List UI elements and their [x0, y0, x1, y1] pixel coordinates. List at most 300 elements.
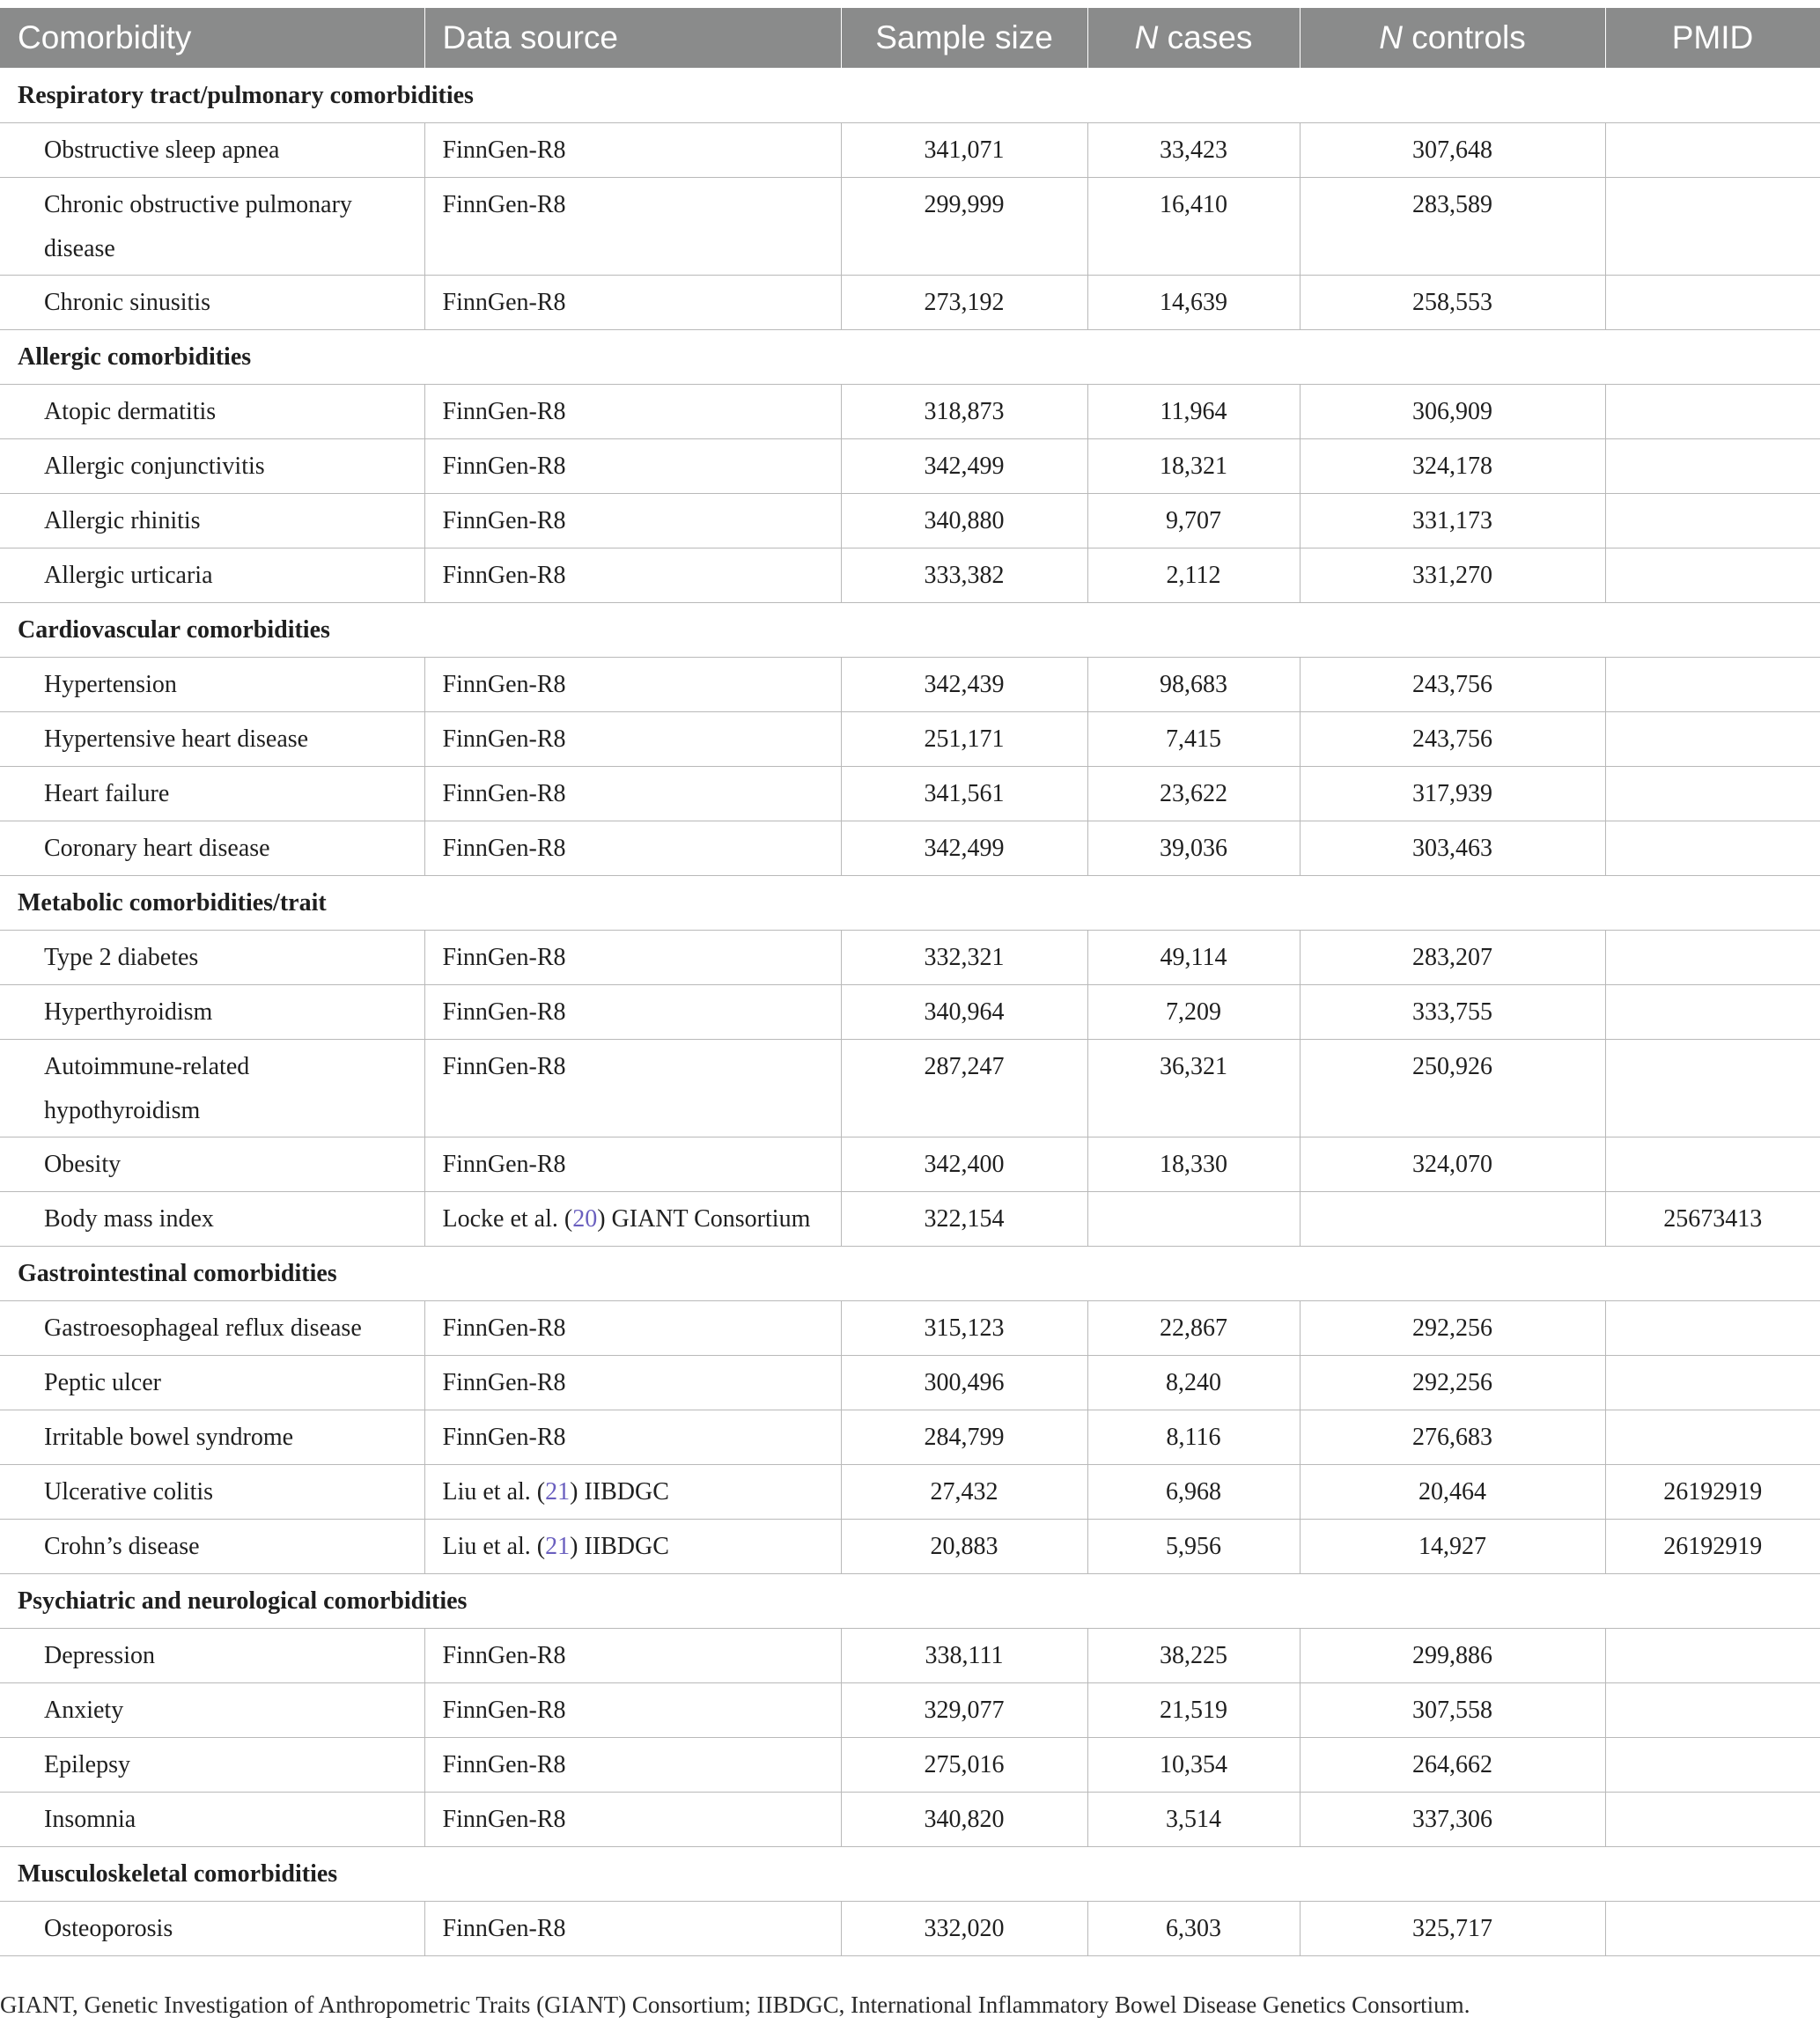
pmid-cell: [1605, 178, 1820, 276]
pmid-cell-text: [1606, 1410, 1820, 1416]
n-cases-cell-text: 16,410: [1160, 191, 1227, 218]
data-source-text: FinnGen-R8: [442, 780, 566, 807]
comorbidity-cell: [0, 1629, 424, 1683]
data-source-text: FinnGen-R8: [442, 1697, 566, 1724]
sample-size-cell: [841, 821, 1087, 876]
comorbidity-cell: [0, 1793, 424, 1847]
data-source-cell: [424, 123, 841, 178]
data-source-cell: [424, 658, 841, 712]
pmid-cell-text: [1606, 821, 1820, 827]
data-source-cell: [424, 276, 841, 330]
sample-size-cell: [841, 1040, 1087, 1137]
pmid-cell: [1605, 931, 1820, 985]
section-title: Musculoskeletal comorbidities: [18, 1860, 338, 1888]
sample-size-cell: [841, 1902, 1087, 1956]
n-cases-cell: [1087, 767, 1300, 821]
comorbidity-cell: [0, 276, 424, 330]
pmid-cell: [1605, 1629, 1820, 1683]
section-heading: [0, 1574, 1820, 1629]
n-cases-cell: [1087, 1793, 1300, 1847]
sample-size-cell-text: 315,123: [924, 1314, 1005, 1342]
n-controls-cell-text: 325,717: [1412, 1915, 1492, 1942]
n-controls-cell: [1300, 931, 1605, 985]
reference-link[interactable]: 21: [545, 1533, 571, 1560]
n-controls-cell: [1300, 178, 1605, 276]
sample-size-cell-text: 275,016: [924, 1751, 1005, 1778]
data-source-text: FinnGen-R8: [442, 1751, 566, 1778]
n-controls-cell-text: 14,927: [1418, 1533, 1486, 1560]
data-source-cell: [424, 712, 841, 767]
comorbidity-cell: [0, 985, 424, 1040]
data-source-text: FinnGen-R8: [442, 562, 566, 589]
data-source-text: FinnGen-R8: [442, 998, 566, 1026]
table-row: [0, 985, 1820, 1040]
n-controls-cell: [1300, 1738, 1605, 1793]
comorbidity-cell: [0, 712, 424, 767]
sample-size-cell: [841, 658, 1087, 712]
comorbidity-cell: [0, 1410, 424, 1465]
comorbidity-cell-text: Ulcerative colitis: [44, 1478, 214, 1506]
section-title: Cardiovascular comorbidities: [18, 616, 330, 644]
pmid-cell: [1605, 985, 1820, 1040]
pmid-cell: [1605, 767, 1820, 821]
table-row: [0, 1040, 1820, 1137]
n-controls-cell-text: 243,756: [1412, 671, 1492, 698]
data-source-cell: [424, 1902, 841, 1956]
sample-size-cell-text: 332,321: [924, 944, 1005, 971]
comorbidity-cell-text: Hypertension: [44, 671, 177, 698]
sample-size-cell-text: 299,999: [924, 191, 1005, 218]
sample-size-cell-text: 322,154: [924, 1205, 1005, 1233]
comorbidity-cell-text: Allergic rhinitis: [44, 507, 201, 534]
header-data-source: Data source: [424, 8, 841, 69]
sample-size-cell: [841, 123, 1087, 178]
comorbidity-table-container: [0, 7, 1820, 1956]
section-row: [0, 1847, 1820, 1902]
n-controls-cell: [1300, 123, 1605, 178]
n-cases-cell-text: 2,112: [1166, 562, 1221, 589]
n-cases-cell: [1087, 1465, 1300, 1520]
pmid-cell-text: [1606, 123, 1820, 129]
comorbidity-cell: [0, 767, 424, 821]
data-source-text: FinnGen-R8: [442, 1806, 566, 1833]
sample-size-cell-text: 329,077: [924, 1697, 1005, 1724]
sample-size-cell-text: 342,499: [924, 453, 1005, 480]
pmid-cell: [1605, 439, 1820, 494]
n-controls-cell-text: 307,648: [1412, 136, 1492, 164]
comorbidity-cell: [0, 494, 424, 548]
pmid-cell-text: [1606, 1137, 1820, 1143]
table-footnote: GIANT, Genetic Investigation of Anthropometric Traits (GIANT) Consortium; IIBDGC, International Inflammatory Bowel Disease Genetics Consortium.: [0, 1992, 1470, 2018]
section-row: [0, 876, 1820, 931]
comorbidity-cell: [0, 658, 424, 712]
data-source-text: FinnGen-R8: [442, 725, 566, 753]
n-controls-cell: [1300, 1040, 1605, 1137]
comorbidity-cell-text: Allergic urticaria: [44, 562, 213, 589]
n-cases-cell: [1087, 931, 1300, 985]
n-controls-cell: [1300, 767, 1605, 821]
table-row: [0, 1683, 1820, 1738]
sample-size-cell: [841, 1683, 1087, 1738]
n-cases-cell-text: 14,639: [1160, 289, 1227, 316]
n-cases-cell-text: 9,707: [1166, 507, 1221, 534]
table-row: [0, 821, 1820, 876]
n-controls-cell-text: 324,070: [1412, 1151, 1492, 1178]
data-source-cell: [424, 1192, 841, 1247]
n-cases-cell: [1087, 439, 1300, 494]
data-source-cell: [424, 1137, 841, 1192]
sample-size-cell-text: 332,020: [924, 1915, 1005, 1942]
pmid-cell-text: [1606, 1356, 1820, 1361]
table-row: [0, 1902, 1820, 1956]
section-title: Metabolic comorbidities/trait: [18, 889, 327, 917]
n-controls-cell-text: 324,178: [1412, 453, 1492, 480]
n-cases-cell: [1087, 494, 1300, 548]
table-row: [0, 1192, 1820, 1247]
n-controls-cell-text: 333,755: [1412, 998, 1492, 1026]
table-row: [0, 1137, 1820, 1192]
source-consortium: ) IIBDGC: [570, 1478, 669, 1506]
n-controls-cell-text: 299,886: [1412, 1642, 1492, 1669]
table-row: [0, 1520, 1820, 1574]
n-cases-cell: [1087, 1301, 1300, 1356]
n-cases-cell-text: 33,423: [1160, 136, 1227, 164]
sample-size-cell-text: 338,111: [925, 1642, 1004, 1669]
n-cases-cell-text: 3,514: [1166, 1806, 1221, 1833]
pmid-cell: [1605, 494, 1820, 548]
n-controls-cell-text: 243,756: [1412, 725, 1492, 753]
header-n-controls-label: controls: [1402, 19, 1526, 55]
n-cases-cell: [1087, 1040, 1300, 1137]
sample-size-cell-text: 340,820: [924, 1806, 1005, 1833]
n-controls-cell: [1300, 1902, 1605, 1956]
n-cases-cell-text: 7,209: [1166, 998, 1221, 1026]
n-controls-cell: [1300, 1192, 1605, 1247]
n-cases-cell: [1087, 178, 1300, 276]
table-row: [0, 1356, 1820, 1410]
header-sample-size: Sample size: [841, 8, 1087, 69]
sample-size-cell-text: 341,561: [924, 780, 1005, 807]
n-controls-cell: [1300, 1301, 1605, 1356]
n-cases-cell: [1087, 1902, 1300, 1956]
n-cases-cell: [1087, 1738, 1300, 1793]
pmid-cell-text: [1606, 1738, 1820, 1743]
comorbidity-cell: [0, 439, 424, 494]
sample-size-cell: [841, 1192, 1087, 1247]
comorbidity-cell: [0, 1137, 424, 1192]
data-source-text: FinnGen-R8: [442, 835, 566, 862]
sample-size-cell-text: 20,883: [930, 1533, 998, 1560]
data-source-cell: [424, 1040, 841, 1137]
source-author: Liu et al. (: [442, 1533, 546, 1560]
pmid-cell: [1605, 1040, 1820, 1137]
n-cases-cell: [1087, 276, 1300, 330]
n-cases-cell: [1087, 1683, 1300, 1738]
n-cases-cell-text: 8,116: [1166, 1424, 1221, 1451]
data-source-cell: [424, 1520, 841, 1574]
n-controls-cell-text: 303,463: [1412, 835, 1492, 862]
sample-size-cell: [841, 767, 1087, 821]
sample-size-cell: [841, 1356, 1087, 1410]
n-cases-cell: [1087, 1137, 1300, 1192]
data-source-text: FinnGen-R8: [442, 1915, 566, 1942]
source-author: Liu et al. (: [442, 1478, 546, 1506]
table-row: [0, 178, 1820, 276]
pmid-cell-text: 25673413: [1663, 1205, 1763, 1233]
pmid-cell: [1605, 1356, 1820, 1410]
data-source-text: FinnGen-R8: [442, 289, 566, 316]
n-cases-cell-text: 23,622: [1160, 780, 1227, 807]
pmid-cell-text: [1606, 178, 1820, 183]
n-controls-cell-text: 250,926: [1412, 1053, 1492, 1080]
n-controls-cell: [1300, 1137, 1605, 1192]
data-source-cell: [424, 178, 841, 276]
table-row: [0, 712, 1820, 767]
data-source-text: FinnGen-R8: [442, 1642, 566, 1669]
section-title: Allergic comorbidities: [18, 343, 252, 371]
n-cases-cell: [1087, 712, 1300, 767]
comorbidity-cell: [0, 1192, 424, 1247]
n-controls-cell-text: 20,464: [1418, 1478, 1486, 1506]
comorbidity-cell-text: Allergic conjunctivitis: [44, 453, 265, 480]
comorbidity-cell-text: Depression: [44, 1642, 155, 1669]
n-cases-cell-text: 10,354: [1160, 1751, 1227, 1778]
sample-size-cell: [841, 1410, 1087, 1465]
data-source-cell: [424, 548, 841, 603]
comorbidity-cell: [0, 1738, 424, 1793]
sample-size-cell-text: 27,432: [930, 1478, 998, 1506]
data-source-cell: [424, 1738, 841, 1793]
section-heading: [0, 876, 1820, 931]
pmid-cell-text: [1606, 385, 1820, 390]
data-source-text: [425, 1465, 841, 1514]
data-source-cell: [424, 821, 841, 876]
comorbidity-cell-text: Chronic obstructive pulmonary disease: [44, 191, 352, 262]
section-row: [0, 603, 1820, 658]
n-controls-cell-text: 317,939: [1412, 780, 1492, 807]
n-cases-cell-text: 5,956: [1166, 1533, 1221, 1560]
sample-size-cell: [841, 1301, 1087, 1356]
comorbidity-cell: [0, 821, 424, 876]
n-controls-cell: [1300, 1629, 1605, 1683]
n-controls-cell: [1300, 494, 1605, 548]
comorbidity-cell: [0, 1902, 424, 1956]
comorbidity-cell-text: Anxiety: [44, 1697, 124, 1724]
comorbidity-cell: [0, 931, 424, 985]
sample-size-cell: [841, 1793, 1087, 1847]
pmid-cell: [1605, 1465, 1820, 1520]
comorbidity-cell-text: Epilepsy: [44, 1751, 130, 1778]
comorbidity-cell: [0, 1301, 424, 1356]
comorbidity-cell-text: Irritable bowel syndrome: [44, 1424, 294, 1451]
data-source-text: FinnGen-R8: [442, 191, 566, 218]
n-controls-cell: [1300, 712, 1605, 767]
pmid-cell-text: [1606, 1301, 1820, 1307]
n-controls-cell: [1300, 439, 1605, 494]
n-controls-cell-text: 306,909: [1412, 398, 1492, 425]
sample-size-cell-text: 333,382: [924, 562, 1005, 589]
comorbidity-cell-text: Osteoporosis: [44, 1915, 173, 1942]
section-heading: [0, 330, 1820, 385]
n-controls-cell-text: 307,558: [1412, 1697, 1492, 1724]
pmid-cell: [1605, 1192, 1820, 1247]
header-row: [0, 8, 1820, 69]
table-row: [0, 385, 1820, 439]
n-controls-cell: [1300, 1520, 1605, 1574]
data-source-text: FinnGen-R8: [442, 507, 566, 534]
section-title: Psychiatric and neurological comorbidities: [18, 1587, 468, 1615]
n-cases-cell-text: 39,036: [1160, 835, 1227, 862]
table-row: [0, 548, 1820, 603]
sample-size-cell-text: 284,799: [924, 1424, 1005, 1451]
table-row: [0, 494, 1820, 548]
n-controls-cell: [1300, 1683, 1605, 1738]
n-controls-cell: [1300, 548, 1605, 603]
n-controls-cell: [1300, 385, 1605, 439]
comorbidity-cell: [0, 1040, 424, 1137]
reference-link[interactable]: 20: [572, 1205, 598, 1233]
n-cases-cell-text: [1088, 1192, 1300, 1197]
n-cases-cell-text: 49,114: [1160, 944, 1227, 971]
data-source-text: FinnGen-R8: [442, 1424, 566, 1451]
sample-size-cell: [841, 439, 1087, 494]
pmid-cell-text: [1606, 276, 1820, 281]
reference-link[interactable]: 21: [545, 1478, 571, 1506]
pmid-cell-text: [1606, 985, 1820, 990]
data-source-text: FinnGen-R8: [442, 1369, 566, 1396]
comorbidity-table: [0, 7, 1820, 1956]
pmid-cell-text: 26192919: [1663, 1478, 1763, 1506]
n-controls-cell-text: 276,683: [1412, 1424, 1492, 1451]
comorbidity-cell: [0, 1465, 424, 1520]
sample-size-cell: [841, 276, 1087, 330]
pmid-cell-text: [1606, 1629, 1820, 1634]
n-cases-cell: [1087, 1192, 1300, 1247]
n-controls-cell-text: [1301, 1192, 1605, 1197]
table-row: [0, 1301, 1820, 1356]
table-row: [0, 123, 1820, 178]
n-controls-cell: [1300, 985, 1605, 1040]
n-cases-cell: [1087, 1410, 1300, 1465]
n-cases-cell-text: 6,303: [1166, 1915, 1221, 1942]
n-cases-cell: [1087, 1629, 1300, 1683]
sample-size-cell-text: 340,880: [924, 507, 1005, 534]
n-controls-cell: [1300, 276, 1605, 330]
pmid-cell-text: [1606, 658, 1820, 663]
sample-size-cell-text: 300,496: [924, 1369, 1005, 1396]
header-n-cases: [1087, 8, 1300, 69]
comorbidity-cell-text: Insomnia: [44, 1806, 136, 1833]
comorbidity-cell: [0, 178, 424, 276]
n-controls-cell-text: 264,662: [1412, 1751, 1492, 1778]
sample-size-cell: [841, 385, 1087, 439]
data-source-cell: [424, 931, 841, 985]
sample-size-cell: [841, 1520, 1087, 1574]
section-row: [0, 1574, 1820, 1629]
pmid-cell: [1605, 1410, 1820, 1465]
data-source-text: FinnGen-R8: [442, 1314, 566, 1342]
n-controls-cell-text: 292,256: [1412, 1314, 1492, 1342]
comorbidity-cell: [0, 1683, 424, 1738]
table-row: [0, 1629, 1820, 1683]
data-source-cell: [424, 1683, 841, 1738]
n-controls-cell-text: 331,270: [1412, 562, 1492, 589]
sample-size-cell: [841, 985, 1087, 1040]
section-row: [0, 69, 1820, 123]
pmid-cell: [1605, 276, 1820, 330]
header-n-controls-italic: N: [1379, 19, 1403, 55]
n-cases-cell-text: 22,867: [1160, 1314, 1227, 1342]
pmid-cell-text: [1606, 712, 1820, 718]
n-cases-cell-text: 38,225: [1160, 1642, 1227, 1669]
comorbidity-cell: [0, 548, 424, 603]
n-cases-cell: [1087, 821, 1300, 876]
sample-size-cell: [841, 1738, 1087, 1793]
comorbidity-cell-text: Gastroesophageal reflux disease: [44, 1314, 362, 1342]
table-row: [0, 439, 1820, 494]
comorbidity-cell: [0, 123, 424, 178]
n-controls-cell: [1300, 658, 1605, 712]
pmid-cell: [1605, 123, 1820, 178]
n-cases-cell: [1087, 548, 1300, 603]
pmid-cell: [1605, 1683, 1820, 1738]
n-cases-cell-text: 7,415: [1166, 725, 1221, 753]
sample-size-cell: [841, 494, 1087, 548]
data-source-cell: [424, 985, 841, 1040]
table-header: [0, 8, 1820, 69]
comorbidity-cell: [0, 385, 424, 439]
pmid-cell-text: [1606, 1902, 1820, 1907]
header-n-cases-label: cases: [1158, 19, 1253, 55]
n-cases-cell: [1087, 123, 1300, 178]
pmid-cell: [1605, 548, 1820, 603]
n-controls-cell-text: 283,207: [1412, 944, 1492, 971]
data-source-text: [425, 1192, 841, 1241]
header-n-cases-italic: N: [1134, 19, 1159, 55]
source-consortium: ) GIANT Consortium: [597, 1205, 811, 1233]
data-source-cell: [424, 1301, 841, 1356]
section-row: [0, 330, 1820, 385]
sample-size-cell-text: 340,964: [924, 998, 1005, 1026]
sample-size-cell: [841, 1465, 1087, 1520]
n-cases-cell: [1087, 985, 1300, 1040]
data-source-cell: [424, 767, 841, 821]
pmid-cell: [1605, 1738, 1820, 1793]
n-cases-cell-text: 21,519: [1160, 1697, 1227, 1724]
comorbidity-cell-text: Peptic ulcer: [44, 1369, 161, 1396]
n-controls-cell-text: 337,306: [1412, 1806, 1492, 1833]
header-comorbidity: Comorbidity: [0, 8, 424, 69]
table-row: [0, 931, 1820, 985]
n-controls-cell-text: 331,173: [1412, 507, 1492, 534]
section-heading: [0, 1247, 1820, 1301]
n-cases-cell: [1087, 385, 1300, 439]
n-controls-cell-text: 258,553: [1412, 289, 1492, 316]
pmid-cell: [1605, 712, 1820, 767]
comorbidity-cell-text: Body mass index: [44, 1205, 214, 1233]
sample-size-cell-text: 342,400: [924, 1151, 1005, 1178]
pmid-cell-text: [1606, 931, 1820, 936]
comorbidity-cell-text: Atopic dermatitis: [44, 398, 217, 425]
pmid-cell-text: [1606, 439, 1820, 445]
table-body: [0, 69, 1820, 1956]
data-source-text: [425, 1520, 841, 1569]
source-consortium: ) IIBDGC: [570, 1533, 669, 1560]
n-controls-cell: [1300, 1465, 1605, 1520]
sample-size-cell-text: 251,171: [924, 725, 1005, 753]
comorbidity-cell-text: Type 2 diabetes: [44, 944, 199, 971]
n-cases-cell-text: 98,683: [1160, 671, 1227, 698]
